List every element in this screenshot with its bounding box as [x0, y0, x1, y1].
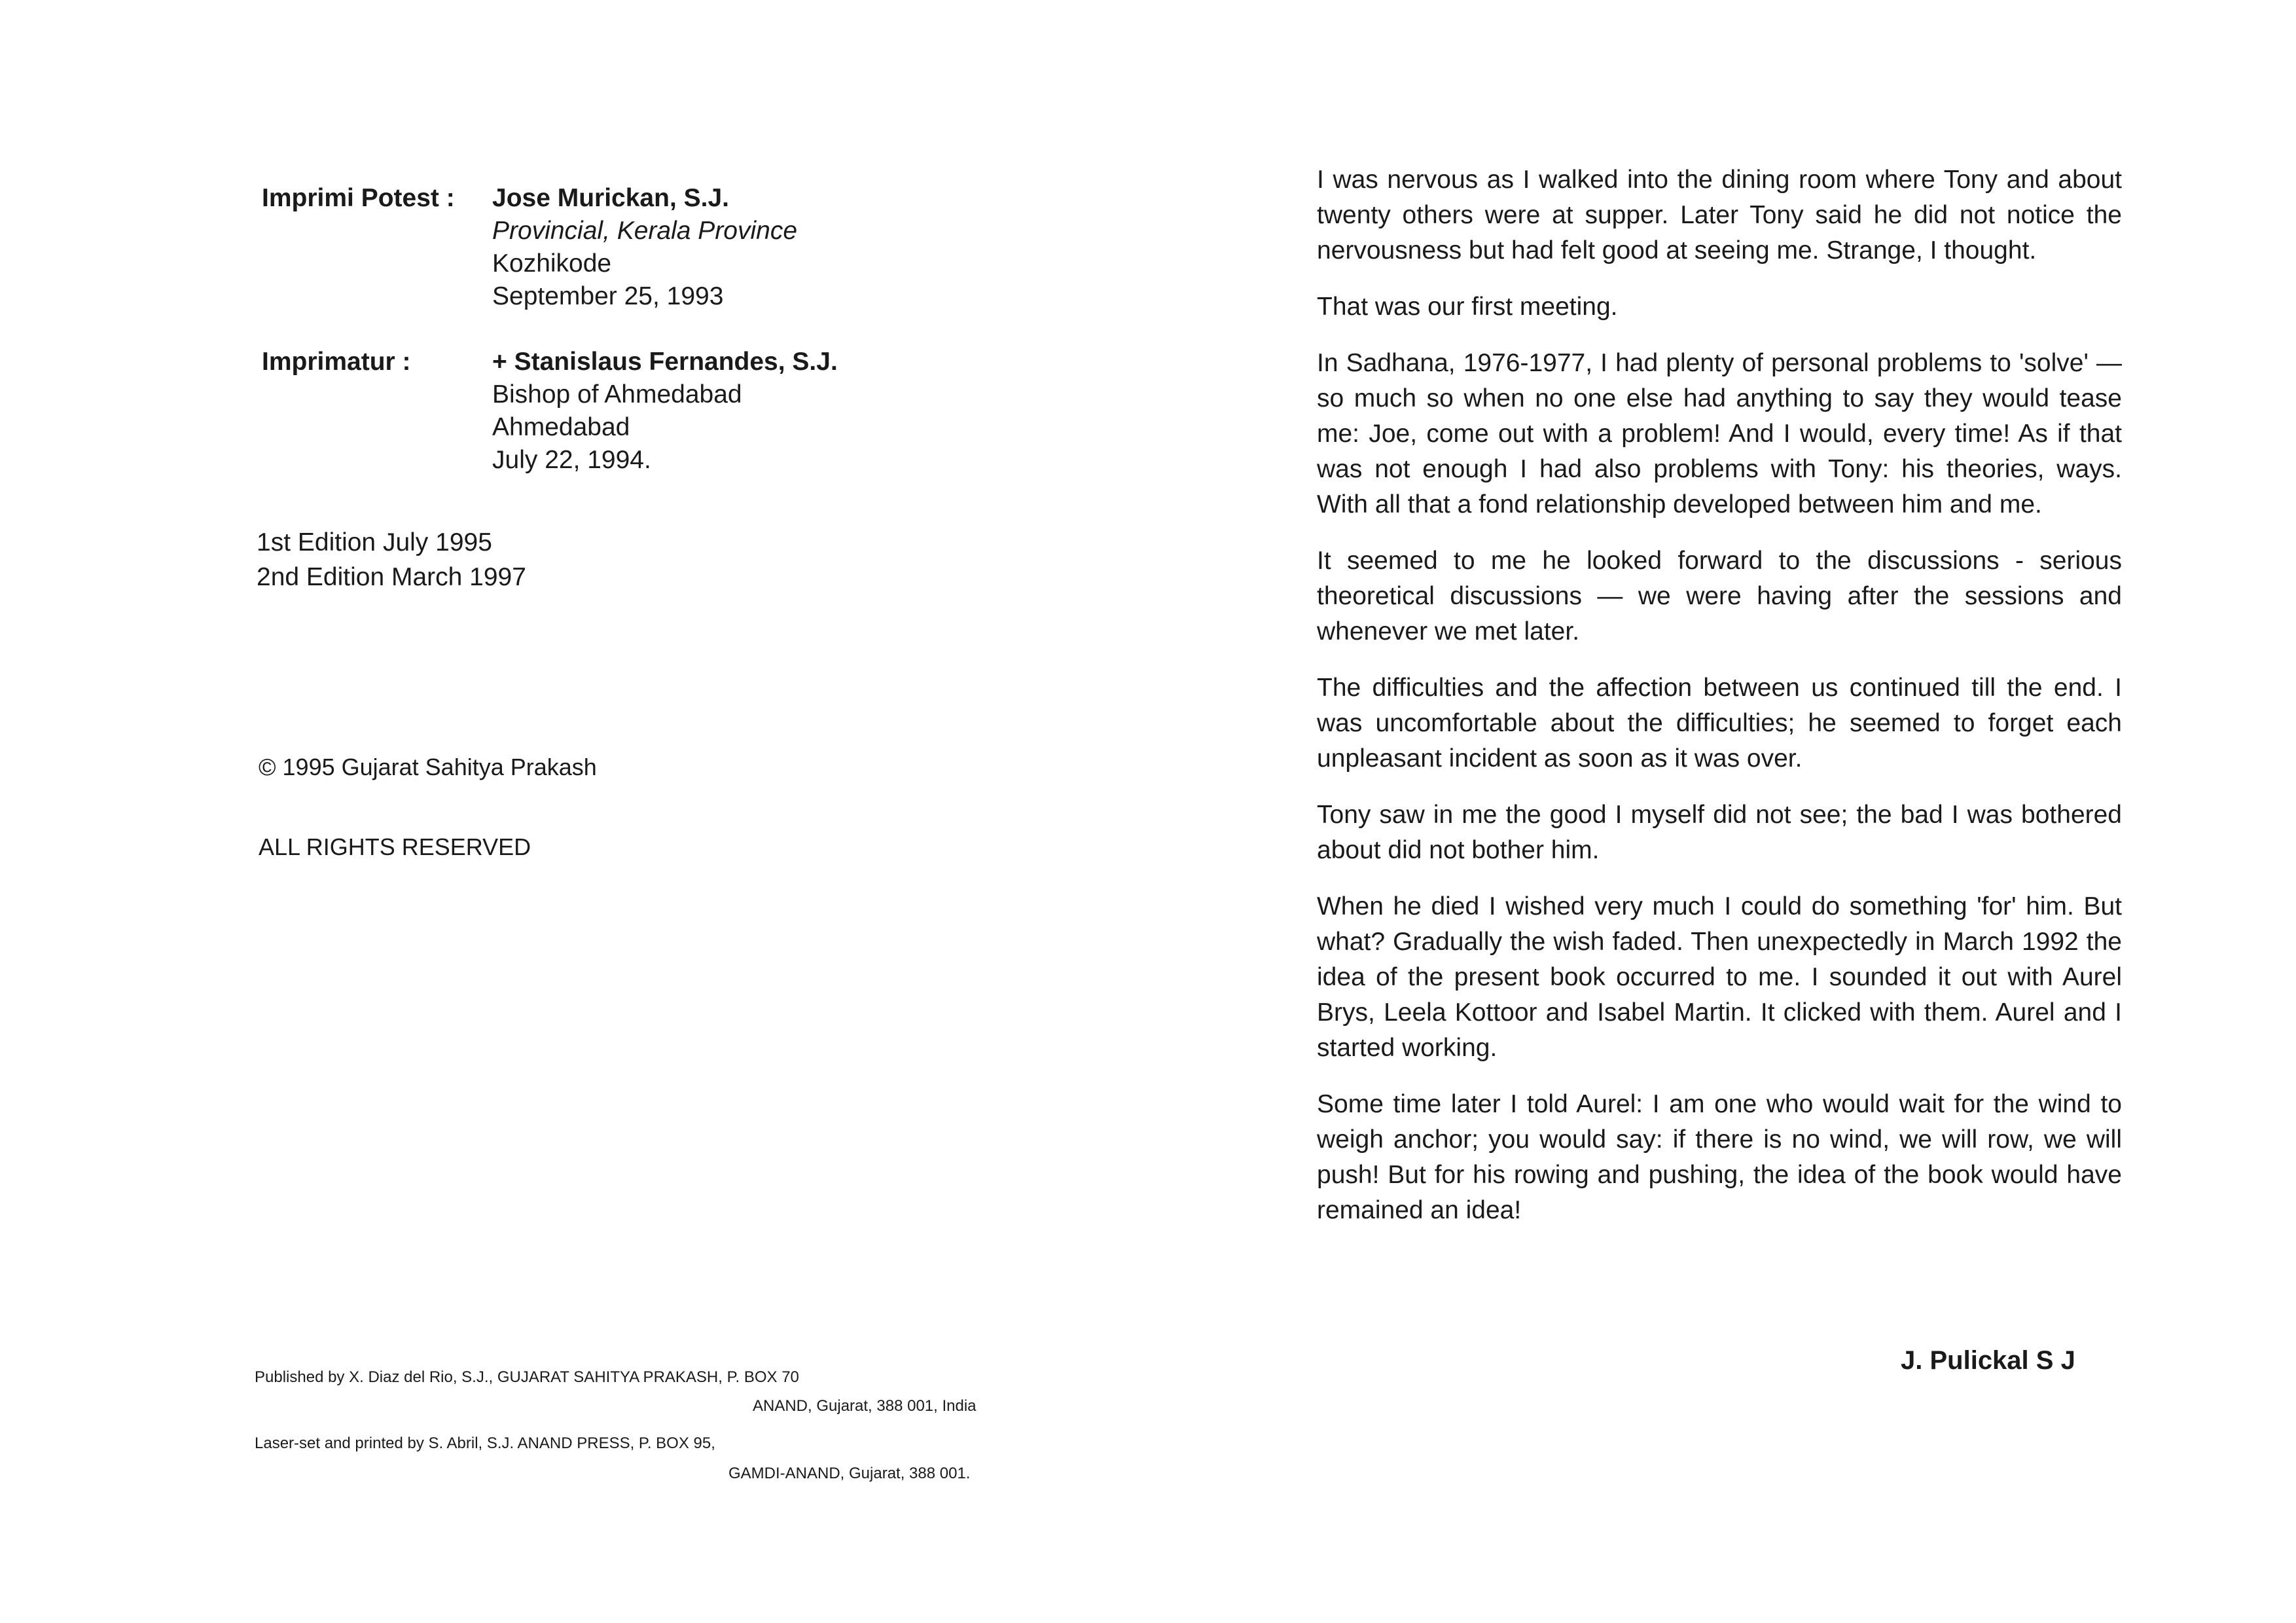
imprimatur-name: + Stanislaus Fernandes, S.J.	[492, 348, 838, 376]
edition-second: 2nd Edition March 1997	[257, 563, 526, 591]
imprimatur-label: Imprimatur :	[262, 348, 411, 376]
rights-notice: ALL RIGHTS RESERVED	[259, 833, 531, 860]
paragraph: It seemed to me he looked forward to the discussions - serious theoretical discussions — we were having after the sessions and whenever we met later.	[1317, 547, 2122, 646]
paragraph: When he died I wished very much I could do something 'for' him. But what? Gradually the wish faded. Then unexpectedly in March 1992 the idea of the present book occurred to me. I sounded it out with Aurel Brys, Leela Kottoor and Isabel Martin. It clicked with them. Aurel and I started working.	[1317, 892, 2122, 1062]
imprimi-potest-place: Kozhikode	[492, 249, 612, 278]
paragraph: In Sadhana, 1976-1977, I had plenty of personal problems to 'solve' — so much so when no one else had anything to say they would tease me: Joe, come out with a problem! And I would, every time! As if that was not enough I had also problems with Tony: his theories, ways. With all that a fond relationship developed between him and me.	[1317, 349, 2122, 519]
imprimi-potest-date: September 25, 1993	[492, 282, 724, 310]
paragraph: I was nervous as I walked into the dining room where Tony and about twenty others were at supper. Later Tony said he did not notice the nervousness but had felt good at seeing me. Strange, I thought.	[1317, 166, 2122, 264]
editions-list	[257, 525, 526, 594]
imprimi-potest-title: Provincial, Kerala Province	[492, 217, 798, 245]
foreword-text	[1317, 162, 2122, 1249]
imprimatur-place: Ahmedabad	[492, 413, 630, 441]
paragraph: Some time later I told Aurel: I am one who would wait for the wind to weigh anchor; you would say: if there is no wind, we will row, we will push! But for his rowing and pushing, the idea of the book would have remained an idea!	[1317, 1090, 2122, 1224]
imprimi-potest-name: Jose Murickan, S.J.	[492, 184, 729, 212]
printer-address-line: GAMDI-ANAND, Gujarat, 388 001.	[728, 1465, 971, 1482]
imprimatur-details	[492, 346, 838, 477]
paragraph: That was our first meeting.	[1317, 293, 1618, 321]
printer-line: Laser-set and printed by S. Abril, S.J. ANAND PRESS, P. BOX 95,	[255, 1434, 715, 1452]
imprimi-potest-details	[492, 182, 797, 313]
paragraph: Tony saw in me the good I myself did not see; the bad I was bothered about did not bother him.	[1317, 801, 2122, 864]
edition-first: 1st Edition July 1995	[257, 528, 492, 556]
publisher-address-line: ANAND, Gujarat, 388 001, India	[753, 1397, 977, 1415]
publisher-line: Published by X. Diaz del Rio, S.J., GUJARAT SAHITYA PRAKASH, P. BOX 70	[255, 1368, 799, 1386]
copyright-notice: © 1995 Gujarat Sahitya Prakash	[259, 754, 597, 780]
imprimatur-date: July 22, 1994.	[492, 446, 651, 474]
right-page	[1148, 0, 2296, 1623]
paragraph: The difficulties and the affection between us continued till the end. I was uncomfortable about the difficulties; he seemed to forget each unpleasant incident as soon as it was over.	[1317, 674, 2122, 773]
author-signature: J. Pulickal S J	[1901, 1346, 2075, 1375]
imprimi-potest-label: Imprimi Potest :	[262, 184, 455, 212]
imprimatur-title: Bishop of Ahmedabad	[492, 380, 742, 409]
